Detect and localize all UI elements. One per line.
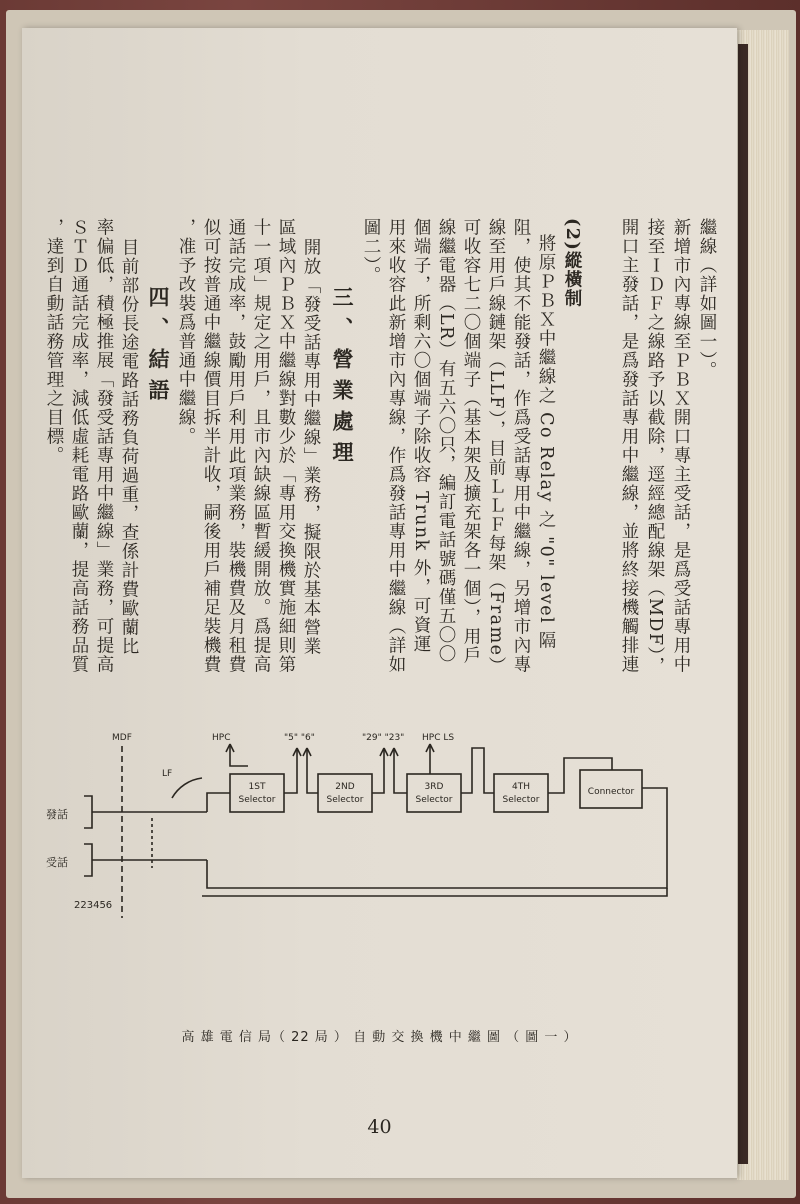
- stage-label: 1ST: [248, 782, 266, 792]
- section-heading: 三、營業處理: [330, 286, 355, 472]
- receive-terminal: [84, 844, 92, 876]
- stage-label: Connector: [587, 787, 635, 797]
- hpc-label: HPC: [212, 733, 231, 743]
- send-terminal: [84, 796, 92, 828]
- trunk-diagram: [22, 28, 737, 1178]
- stage-label: 2ND: [335, 782, 355, 792]
- text-column: 似可按普通中繼線價目拆半計收，嗣後用戶補足裝機費: [201, 218, 221, 674]
- text-column: 繼線（詳如圖一）。: [697, 218, 717, 381]
- text-column: 率偏低，積極推展「發受話專用中繼線」業務，可提高: [94, 218, 114, 674]
- text-column: 通話完成率，鼓勵用戶利用此項業務，裝機費及月租費: [226, 218, 246, 674]
- figure-caption: 高 雄 電 信 局（ 22 局 ） 自 動 交 換 機 中 繼 圖 （ 圖 一 ）: [181, 1030, 578, 1045]
- text-column: 線至用戶線鏈架（LLF），目前ＬＬＦ每架（Frame）: [486, 218, 506, 676]
- lf-arc: [172, 778, 202, 798]
- page-number: 40: [367, 1116, 392, 1138]
- stage-label: 3RD: [424, 782, 444, 792]
- text-column: 區域內ＰＢＸ中繼線對數少於「專用交換機實施細則第: [276, 218, 296, 674]
- text-column: 開放「發受話專用中繼線」業務，擬限於基本營業: [301, 238, 321, 656]
- text-column: ，達到自動話務管理之目標。: [44, 218, 64, 465]
- text-column: 十一項」規定之用戶，且市內缺線區暫緩開放。爲提高: [251, 218, 271, 674]
- selector-box: [494, 774, 548, 812]
- text-column: 阻，使其不能發話，作爲受話專用中繼線，另增市內專: [511, 218, 531, 674]
- stage-label: Selector: [502, 795, 540, 805]
- text-column: 線繼電器（LR）有五六〇只，編訂電話號碼僅五〇〇: [436, 218, 456, 664]
- adjacent-page-strip: [738, 44, 748, 1164]
- lf-label: LF: [162, 769, 173, 779]
- text-column: 將原ＰＢＸ中繼線之 Co Relay 之 "0" level 隔: [536, 234, 556, 651]
- text-column: ，准予改裝爲普通中繼線。: [176, 218, 196, 446]
- text-column: 用來收容此新增市內專線，作爲發話專用中繼線（詳如: [386, 218, 406, 674]
- receive-label: 受話: [46, 856, 68, 869]
- text-column: ＳＴＤ通話完成率，減低虛耗電路歐蘭，提高話務品質: [69, 218, 89, 674]
- text-column: 接至ＩＤＦ之線路予以截除，逕經總配線架（MDF），: [645, 218, 665, 676]
- text-column: 開口主發話，是爲發話專用中繼線，並將終接機觸排連: [619, 218, 639, 674]
- text-column: 可收容七二〇個端子（基本架及擴充架各一個），用戶: [461, 218, 481, 666]
- selector-box: [407, 774, 461, 812]
- selector-box: [230, 774, 284, 812]
- send-label: 發話: [46, 808, 68, 821]
- stage-label: Selector: [326, 795, 364, 805]
- text-column: 目前部份長途電路話務負荷過重，查係計費歐蘭比: [119, 238, 139, 656]
- section-heading: 四、結語: [146, 286, 171, 410]
- text-column: 新增市內專線至ＰＢＸ開口專主受話，是爲受話專用中: [671, 218, 691, 674]
- hpc-ls-label: HPC LS: [422, 733, 455, 743]
- text-column: 圖二）。: [361, 218, 381, 286]
- level-label: "5" "6": [284, 733, 315, 743]
- number-label: 223456: [74, 900, 113, 911]
- stage-label: Selector: [238, 795, 276, 805]
- stage-label: Selector: [415, 795, 453, 805]
- book-page: [22, 28, 737, 1178]
- stage-label: 4TH: [512, 782, 530, 792]
- selector-box: [318, 774, 372, 812]
- mdf-label: MDF: [112, 733, 132, 743]
- level-label: "29" "23": [362, 733, 405, 743]
- subsection-title: (2)縱橫制: [562, 218, 582, 309]
- text-column: 個端子，所剩六〇個端子除收容 Trunk 外，可資運: [411, 218, 431, 654]
